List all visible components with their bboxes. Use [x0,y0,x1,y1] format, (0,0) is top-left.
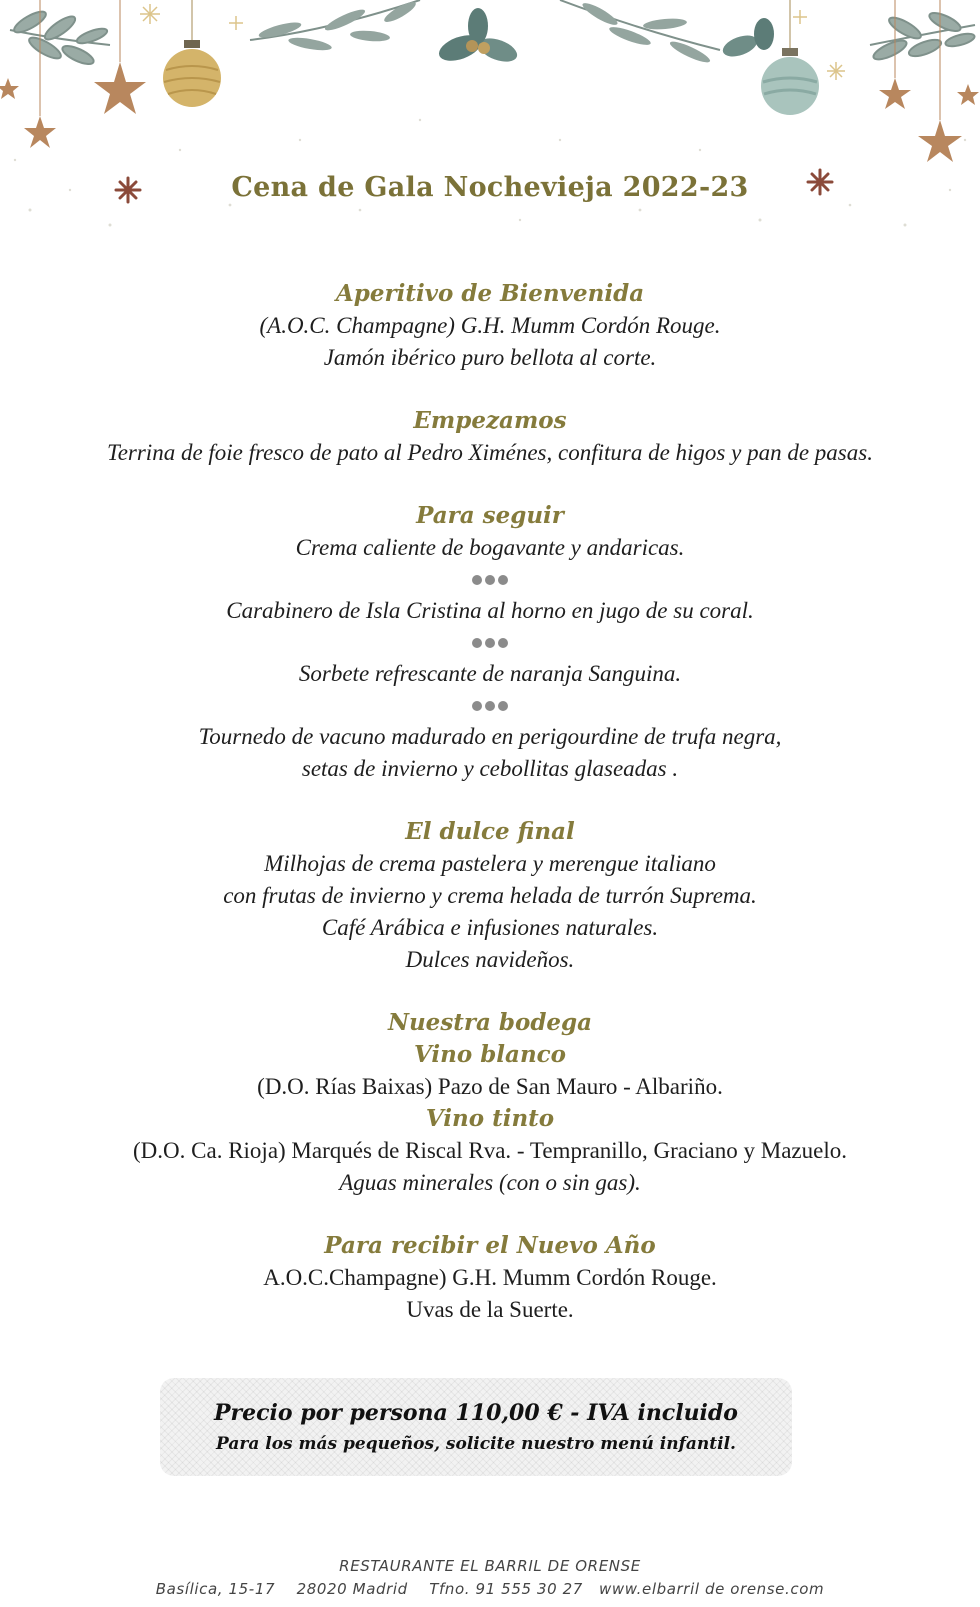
separator-dots-icon [0,690,980,721]
section-title: Para recibir el Nuevo Año [324,1232,656,1259]
wine-item: (D.O. Rías Baixas) Pazo de San Mauro - Albariño. [257,1074,723,1099]
menu-item: Sorbete refrescante de naranja Sanguina. [298,661,682,686]
star-icon [0,62,146,148]
menu-item: setas de invierno y cebollitas glaseadas . [301,756,679,781]
menu-item: Crema caliente de bogavante y andaricas. [295,535,685,560]
restaurant-address: Basílica, 15-17 28020 Madrid Tfno. 91 555 30 27 www.elbarril de orense.com [155,1580,825,1598]
menu-title: Cena de Gala Nochevieja 2022-23 [231,172,749,203]
price-line: Precio por persona 110,00 € - IVA incluido [214,1400,738,1426]
menu-item: Dulces navideños. [405,947,575,972]
leaf-branch-icon [10,8,110,68]
menu-item: Terrina de foie fresco de pato al Pedro Ximénes, confitura de higos y pan de pasas. [107,440,873,465]
star-icon [879,78,979,162]
menu-item: Café Arábica e infusiones naturales. [321,915,659,940]
menu-item: A.O.C.Champagne) G.H. Mumm Cordón Rouge. [263,1265,717,1290]
menu-body [0,278,980,1357]
holly-icon [436,8,521,66]
section-nuevo-ano [0,1230,980,1326]
menu-item: Jamón ibérico puro bellota al corte. [323,345,657,370]
ornament-ball-icon [163,40,221,107]
section-para-seguir [0,500,980,785]
menu-item: Tournedo de vacuno madurado en perigourdine de trufa negra, [198,724,782,749]
menu-item: Carabinero de Isla Cristina al horno en jugo de su coral. [226,598,754,623]
ornament-ball-icon [761,48,819,115]
wine-item: (D.O. Ca. Rioja) Marqués de Riscal Rva. - Tempranillo, Graciano y Mazuelo. [133,1138,847,1163]
menu-item: (A.O.C. Champagne) G.H. Mumm Cordón Rouge. [259,313,721,338]
christmas-decoration [0,0,980,250]
menu-item: Aguas minerales (con o sin gas). [339,1170,641,1195]
menu-item: Milhojas de crema pastelera y merengue italiano [264,851,716,876]
price-box [160,1378,792,1476]
leaf-branch-icon [720,18,774,61]
section-title: Nuestra bodega [387,1009,593,1036]
subsection-title: Vino tinto [425,1105,555,1132]
section-dulce-final [0,816,980,976]
section-title: Empezamos [413,407,567,434]
menu-item: con frutas de invierno y crema helada de turrón Suprema. [223,883,757,908]
separator-dots-icon [0,627,980,658]
section-title: El dulce final [405,818,575,845]
leaf-branch-icon [870,9,976,63]
kids-menu-note: Para los más pequeños, solicite nuestro menú infantil. [216,1434,736,1454]
section-aperitivo [0,278,980,374]
section-bodega [0,1007,980,1199]
menu-item: Uvas de la Suerte. [406,1297,574,1322]
restaurant-name: RESTAURANTE EL BARRIL DE ORENSE [339,1557,641,1575]
section-title: Para seguir [416,502,564,529]
subsection-title: Vino blanco [413,1041,567,1068]
section-empezamos [0,405,980,469]
section-title: Aperitivo de Bienvenida [335,280,645,307]
separator-dots-icon [0,564,980,595]
